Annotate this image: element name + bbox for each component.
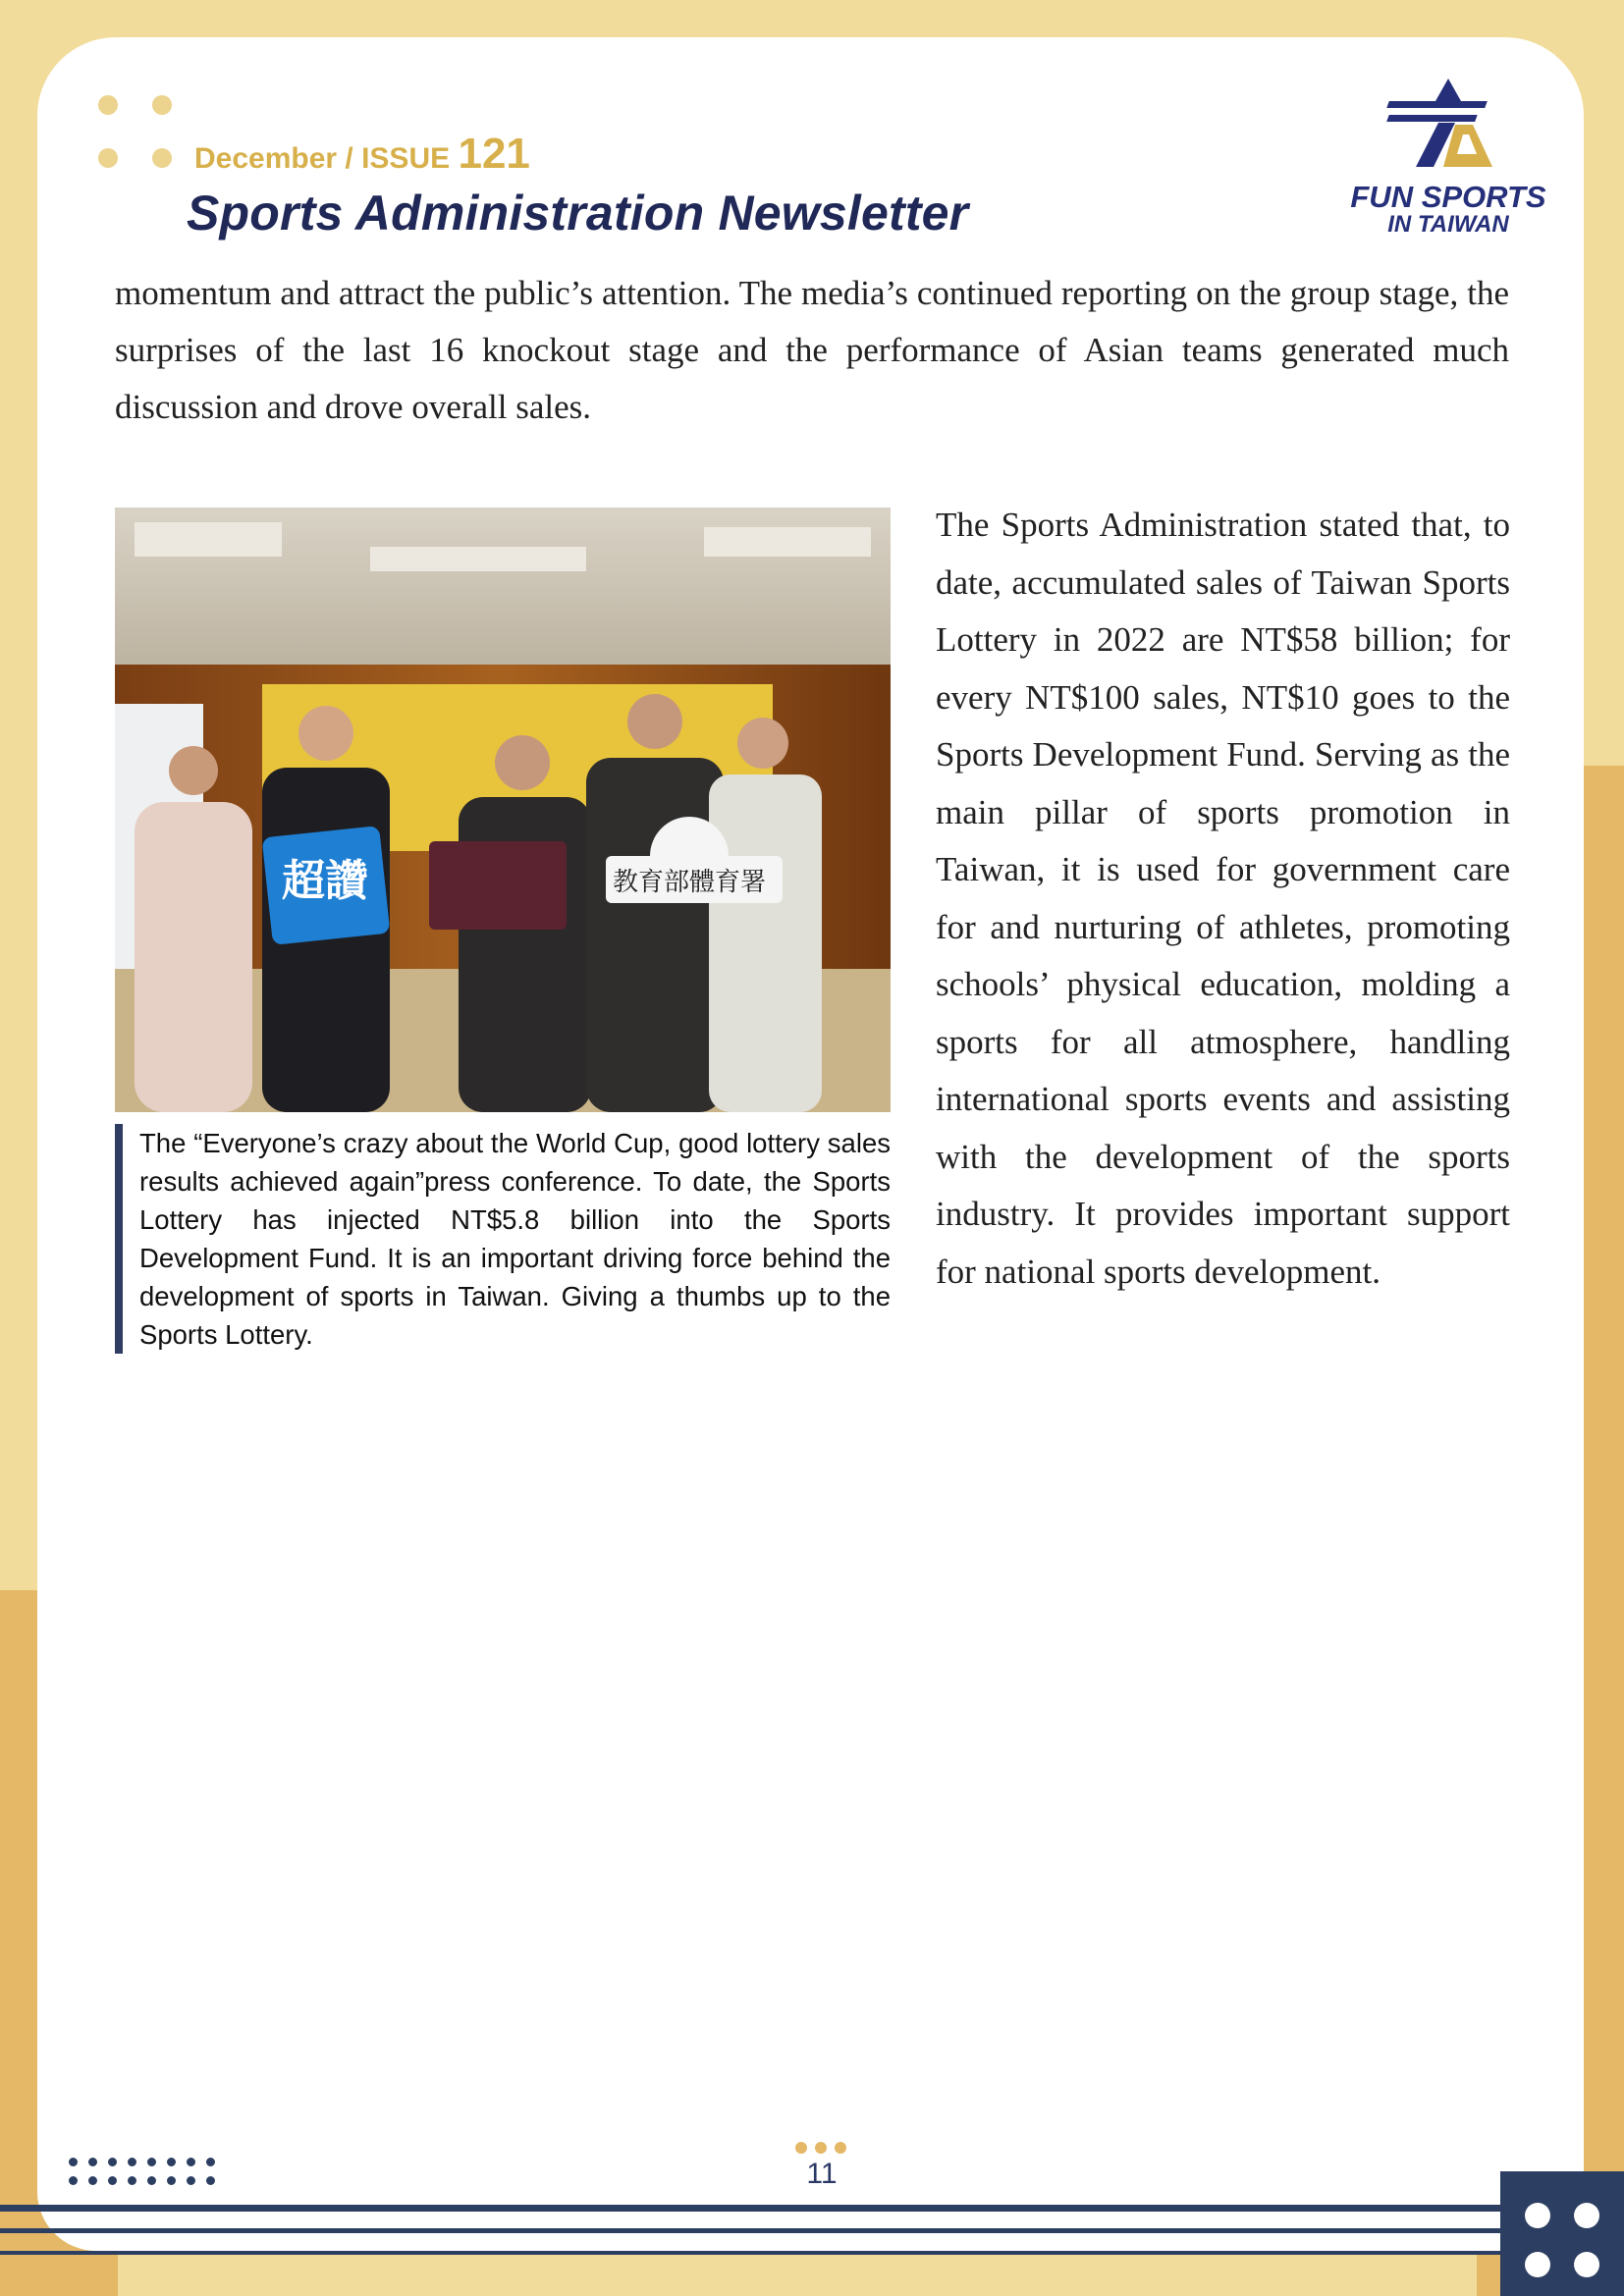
sign-left-text: 超讚 (282, 856, 368, 906)
page-number: 11 (806, 2158, 838, 2190)
photo-caption: The “Everyone’s crazy about the World Cup, good lottery sales results achieved again”press conference. To date, the Sports Lottery has injected NT$5.8 billion into the Sports Development Fund. It is an important driving force behind the development of sports in Taiwan. Giving a thumbs up to the Sports Lottery. (115, 1124, 891, 1354)
intro-paragraph: momentum and attract the public’s attention. The media’s continued reporting on the group stage, the surprises of the last 16 knockout stage and the performance of Asian teams generated much discussion and drove overall sales. (115, 274, 1509, 426)
decorative-dot (152, 148, 172, 168)
sign-right-text: 教育部體育署 (613, 868, 767, 897)
decorative-dot (152, 95, 172, 115)
decorative-dot (98, 148, 118, 168)
logo-mark-icon (1345, 74, 1551, 182)
photo-illustration (115, 507, 891, 1112)
decorative-dot (98, 95, 118, 115)
footer-line (0, 2205, 1624, 2212)
footer-line (0, 2251, 1624, 2255)
issue-prefix: December / ISSUE (194, 142, 451, 175)
newsletter-title: Sports Administration Newsletter (187, 186, 969, 240)
footer-line (0, 2228, 1624, 2233)
logo-text-line2: IN TAIWAN (1387, 211, 1509, 238)
press-conference-photo (115, 507, 891, 1112)
issue-number: 121 (458, 130, 530, 178)
fun-sports-logo (1345, 74, 1551, 240)
main-paragraph: The Sports Administration stated that, to date, accumulated sales of Taiwan Sports Lottery in 2022 are NT$58 billion; for every NT$100 sales, NT$10 goes to the Sports Development Fund. Serving as the main pillar of sports promotion in Taiwan, it is used for government care for and nurturing of athletes, promoting schools’ physical education, molding a sports for all atmosphere, handling international sports events and assisting with the development of the sports industry. It provides important support for national sports development. (936, 506, 1510, 1291)
logo-text-line1: FUN SPORTS (1350, 180, 1546, 214)
issue-label (194, 130, 530, 179)
corner-dot-box (1500, 2171, 1624, 2296)
